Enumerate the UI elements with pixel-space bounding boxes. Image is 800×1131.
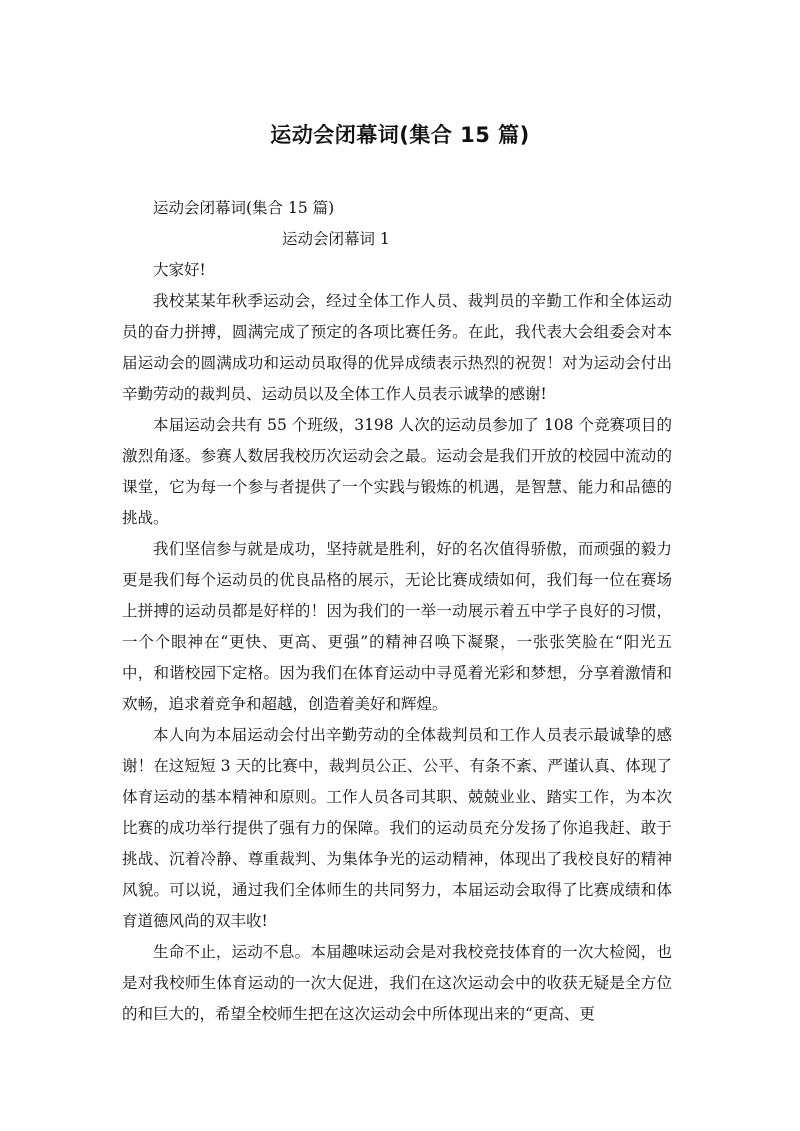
paragraph-greeting: 大家好! <box>153 261 206 279</box>
paragraph: 本届运动会共有 55 个班级，3198 人次的运动员参加了 108 个竞赛项目的激烈角逐。参赛人数居我校历次运动会之最。运动会是我们开放的校园中流动的课堂，它为每一个参与者提供了一个实践与锻炼的机遇，是智慧、能力和品德的挑战。 <box>122 416 672 527</box>
paragraph: 我们坚信参与就是成功，坚持就是胜利，好的名次值得骄傲，而顽强的毅力更是我们每个运动员的优良品格的展示，无论比赛成绩如何，我们每一位在赛场上拼搏的运动员都是好样的！因为我们的一举一动展示着五中学子良好的习惯，一个个眼神在“更快、更高、更强”的精神召唤下凝聚，一张张笑脸在“阳光五中，和谐校园下定格。因为我们在体育运动中寻觅着光彩和梦想，分享着激情和欢畅，追求着竞争和超越，创造着美好和辉煌。 <box>122 540 672 713</box>
lead-line: 运动会闭幕词(集合 15 篇) <box>153 199 335 217</box>
paragraph: 生命不止，运动不息。本届趣味运动会是对我校竞技体育的一次大检阅，也是对我校师生体育运动的一次大促进，我们在这次运动会中的收获无疑是全方位的和巨大的，希望全校师生把在这次运动会中所体现出来的“更高、更 <box>122 943 672 1023</box>
section-title: 运动会闭幕词 1 <box>282 230 390 248</box>
paragraph: 本人向为本届运动会付出辛勤劳动的全体裁判员和工作人员表示最诚挚的感谢！在这短短 3 天的比赛中，裁判员公正、公平、有条不紊、严谨认真、体现了体育运动的基本精神和原则。工作人员各司其职、兢兢业业、踏实工作，为本次比赛的成功举行提供了强有力的保障。我们的运动员充分发扬了你追我赶、敢于挑战、沉着冷静、尊重裁判、为集体争光的运动精神，体现出了我校良好的精神风貌。可以说，通过我们全体师生的共同努力，本届运动会取得了比赛成绩和体育道德风尚的双丰收! <box>122 726 672 930</box>
paragraph: 我校某某年秋季运动会，经过全体工作人员、裁判员的辛勤工作和全体运动员的奋力拼搏，圆满完成了预定的各项比赛任务。在此，我代表大会组委会对本届运动会的圆满成功和运动员取得的优异成绩表示热烈的祝贺！对为运动会付出辛勤劳动的裁判员、运动员以及全体工作人员表示诚挚的感谢! <box>122 292 672 403</box>
document-title: 运动会闭幕词(集合 15 篇) <box>270 123 530 147</box>
document-body <box>122 193 672 1030</box>
